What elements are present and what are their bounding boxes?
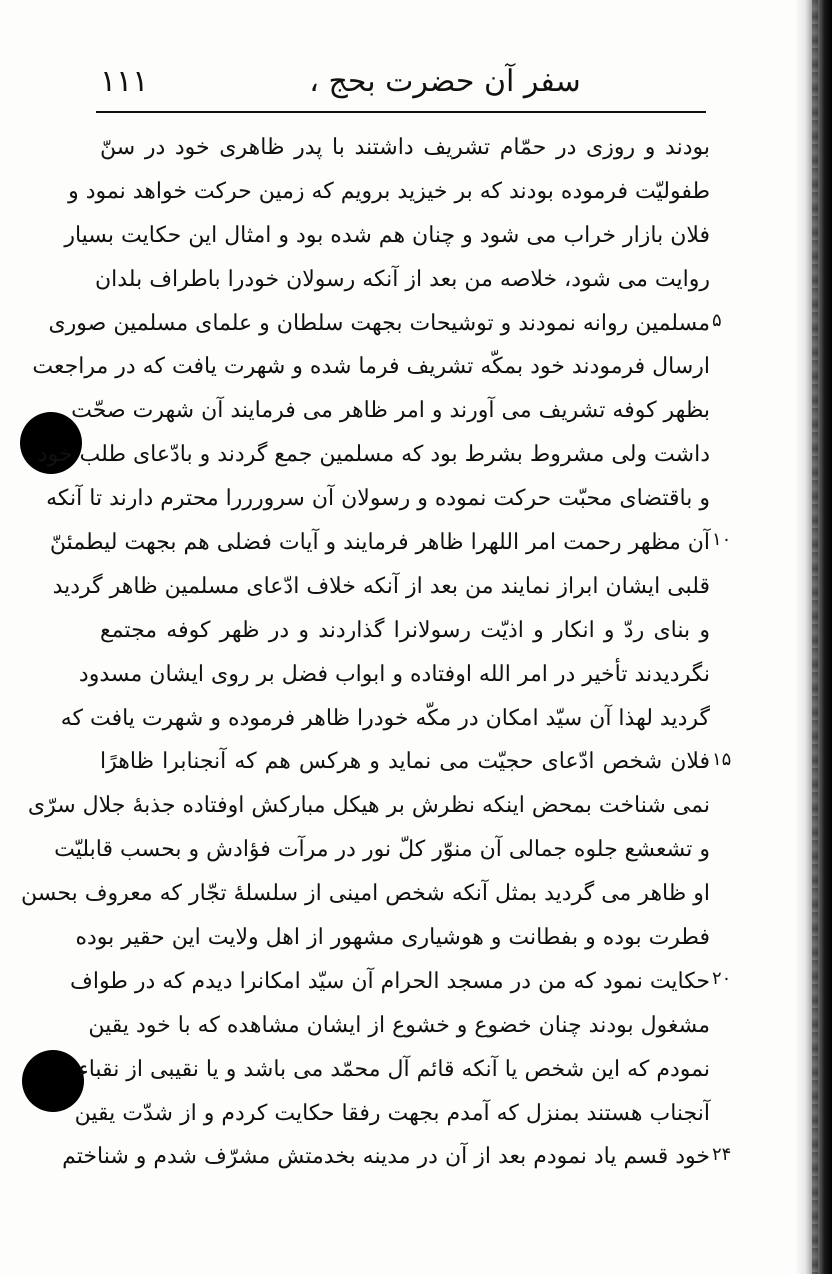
text-line-content: و بنای ردّ و انکار و اذیّت رسولانرا گذاردند و در ظهر کوفه مجتمع <box>100 617 710 643</box>
text-line <box>88 1004 710 1048</box>
text-line-content: آنجناب هستند بمنزل که آمدم بجهت رفقا حکایت کردم و از شدّت یقین <box>74 1100 710 1126</box>
text-line <box>60 697 710 741</box>
text-line-content: نمی شناخت بمحض اینکه نظرش بر هیکل مبارکش اوفتاده جذبهٔ جلال سرّی <box>27 793 710 819</box>
running-header <box>100 64 708 110</box>
text-line <box>52 565 710 609</box>
text-line <box>62 1135 710 1179</box>
page-binding-shadow <box>812 0 818 1274</box>
text-line-content: فلان بازار خراب می شود و چنان هم شده بود و امثال این حکایت بسیار <box>64 222 710 248</box>
text-line <box>21 872 710 916</box>
text-line <box>74 1092 710 1136</box>
page-number: ۱۱۱ <box>100 64 149 99</box>
text-line-content: و تشعشع جلوه جمالی آن منوّر کلّ نور در مرآت فؤادش و بحسب قابلیّت <box>54 837 710 863</box>
text-line <box>54 828 710 872</box>
text-line <box>48 302 710 346</box>
line-number: ۵ <box>712 309 722 331</box>
text-line <box>75 916 710 960</box>
text-line-content: طفولیّت فرموده بودند که بر خیزید برویم که زمین حرکت خواهد نمود و <box>68 178 710 204</box>
line-number: ۱۰ <box>712 529 732 551</box>
text-line-content: مشغول بودند چنان خضوع و خشوع از ایشان مشاهده که با خود یقین <box>88 1012 710 1038</box>
text-line-content: قلبی ایشان ابراز نمایند من بعد از آنکه خلاف ادّعای مسلمین ظاهر گردید <box>52 573 710 599</box>
text-line <box>32 345 710 389</box>
text-line-content: بظهر کوفه تشریف می آورند و امر ظاهر می فرمایند آن شهرت صحّت <box>71 398 710 424</box>
text-line <box>64 214 710 258</box>
text-line <box>37 433 710 477</box>
text-line-content: فلان شخص ادّعای حجیّت می نماید و هرکس هم که آنجنابرا ظاهرًا <box>100 749 710 775</box>
header-rule <box>96 111 706 113</box>
text-line <box>46 477 710 521</box>
text-line <box>49 521 710 565</box>
text-line <box>71 389 710 433</box>
text-line-content: و باقتضای محبّت حرکت نموده و رسولان آن سرورررا محترم دارند تا آنکه <box>46 486 710 512</box>
text-line-content: نگردیدند تأخیر در امر الله اوفتاده و ابواب فضل بر روی ایشان مسدود <box>78 661 710 687</box>
text-line-content: آن مظهر رحمت امر اللهرا ظاهر فرمایند و آیات فضلی هم بجهت لیطمئنّ <box>49 530 710 556</box>
text-line <box>27 784 710 828</box>
line-number: ۲۴ <box>712 1143 732 1165</box>
text-line-content: نمودم که این شخص یا آنکه قائم آل محمّد می باشد و یا نقیبی از نقباء <box>78 1056 710 1082</box>
text-line-content: بودند و روزی در حمّام تشریف داشتند با پدر ظاهری خود در سنّ <box>100 135 710 160</box>
text-line <box>68 170 710 214</box>
text-line <box>70 960 710 1004</box>
running-title: سفر آن حضرت بحج ، <box>309 64 581 99</box>
text-line <box>100 740 710 784</box>
text-line-content: خود قسم یاد نمودم بعد از آن در مدینه بخدمتش مشرّف شدم و شناختم <box>62 1144 710 1170</box>
text-line-content: روایت می شود، خلاصه من بعد از آنکه رسولان خودرا باطراف بلدان <box>94 266 710 292</box>
text-line <box>94 258 710 302</box>
text-line-content: مسلمین روانه نمودند و توشیحات بجهت سلطان و علمای مسلمین صوری <box>48 310 710 336</box>
text-line-content: گردید لهذا آن سیّد امکان در مکّه خودرا ظاهر فرموده و شهرت یافت که <box>60 705 710 731</box>
text-line-content: ارسال فرمودند خود بمکّه تشریف فرما شده و شهرت یافت که در مراجعت <box>32 354 710 380</box>
text-line <box>100 609 710 653</box>
line-number: ۱۵ <box>712 748 732 770</box>
line-number: ۲۰ <box>712 968 732 990</box>
text-line-content: فطرت بوده و بفطانت و هوشیاری مشهور از اهل ولایت این حقیر بوده <box>75 925 710 951</box>
text-line <box>78 653 710 697</box>
text-line <box>78 1048 710 1092</box>
text-line-content: داشت ولی مشروط بشرط بود که مسلمین جمع گردند و بادّعای طلب خود <box>37 442 710 468</box>
text-line-content: حکایت نمود که من در مسجد الحرام آن سیّد امکانرا دیدم که در طواف <box>70 968 710 994</box>
body-text <box>21 126 710 1179</box>
text-line <box>100 126 710 170</box>
text-line-content: او ظاهر می گردید بمثل آنکه شخص امینی از سلسلهٔ تجّار که معروف بحسن <box>21 881 710 907</box>
